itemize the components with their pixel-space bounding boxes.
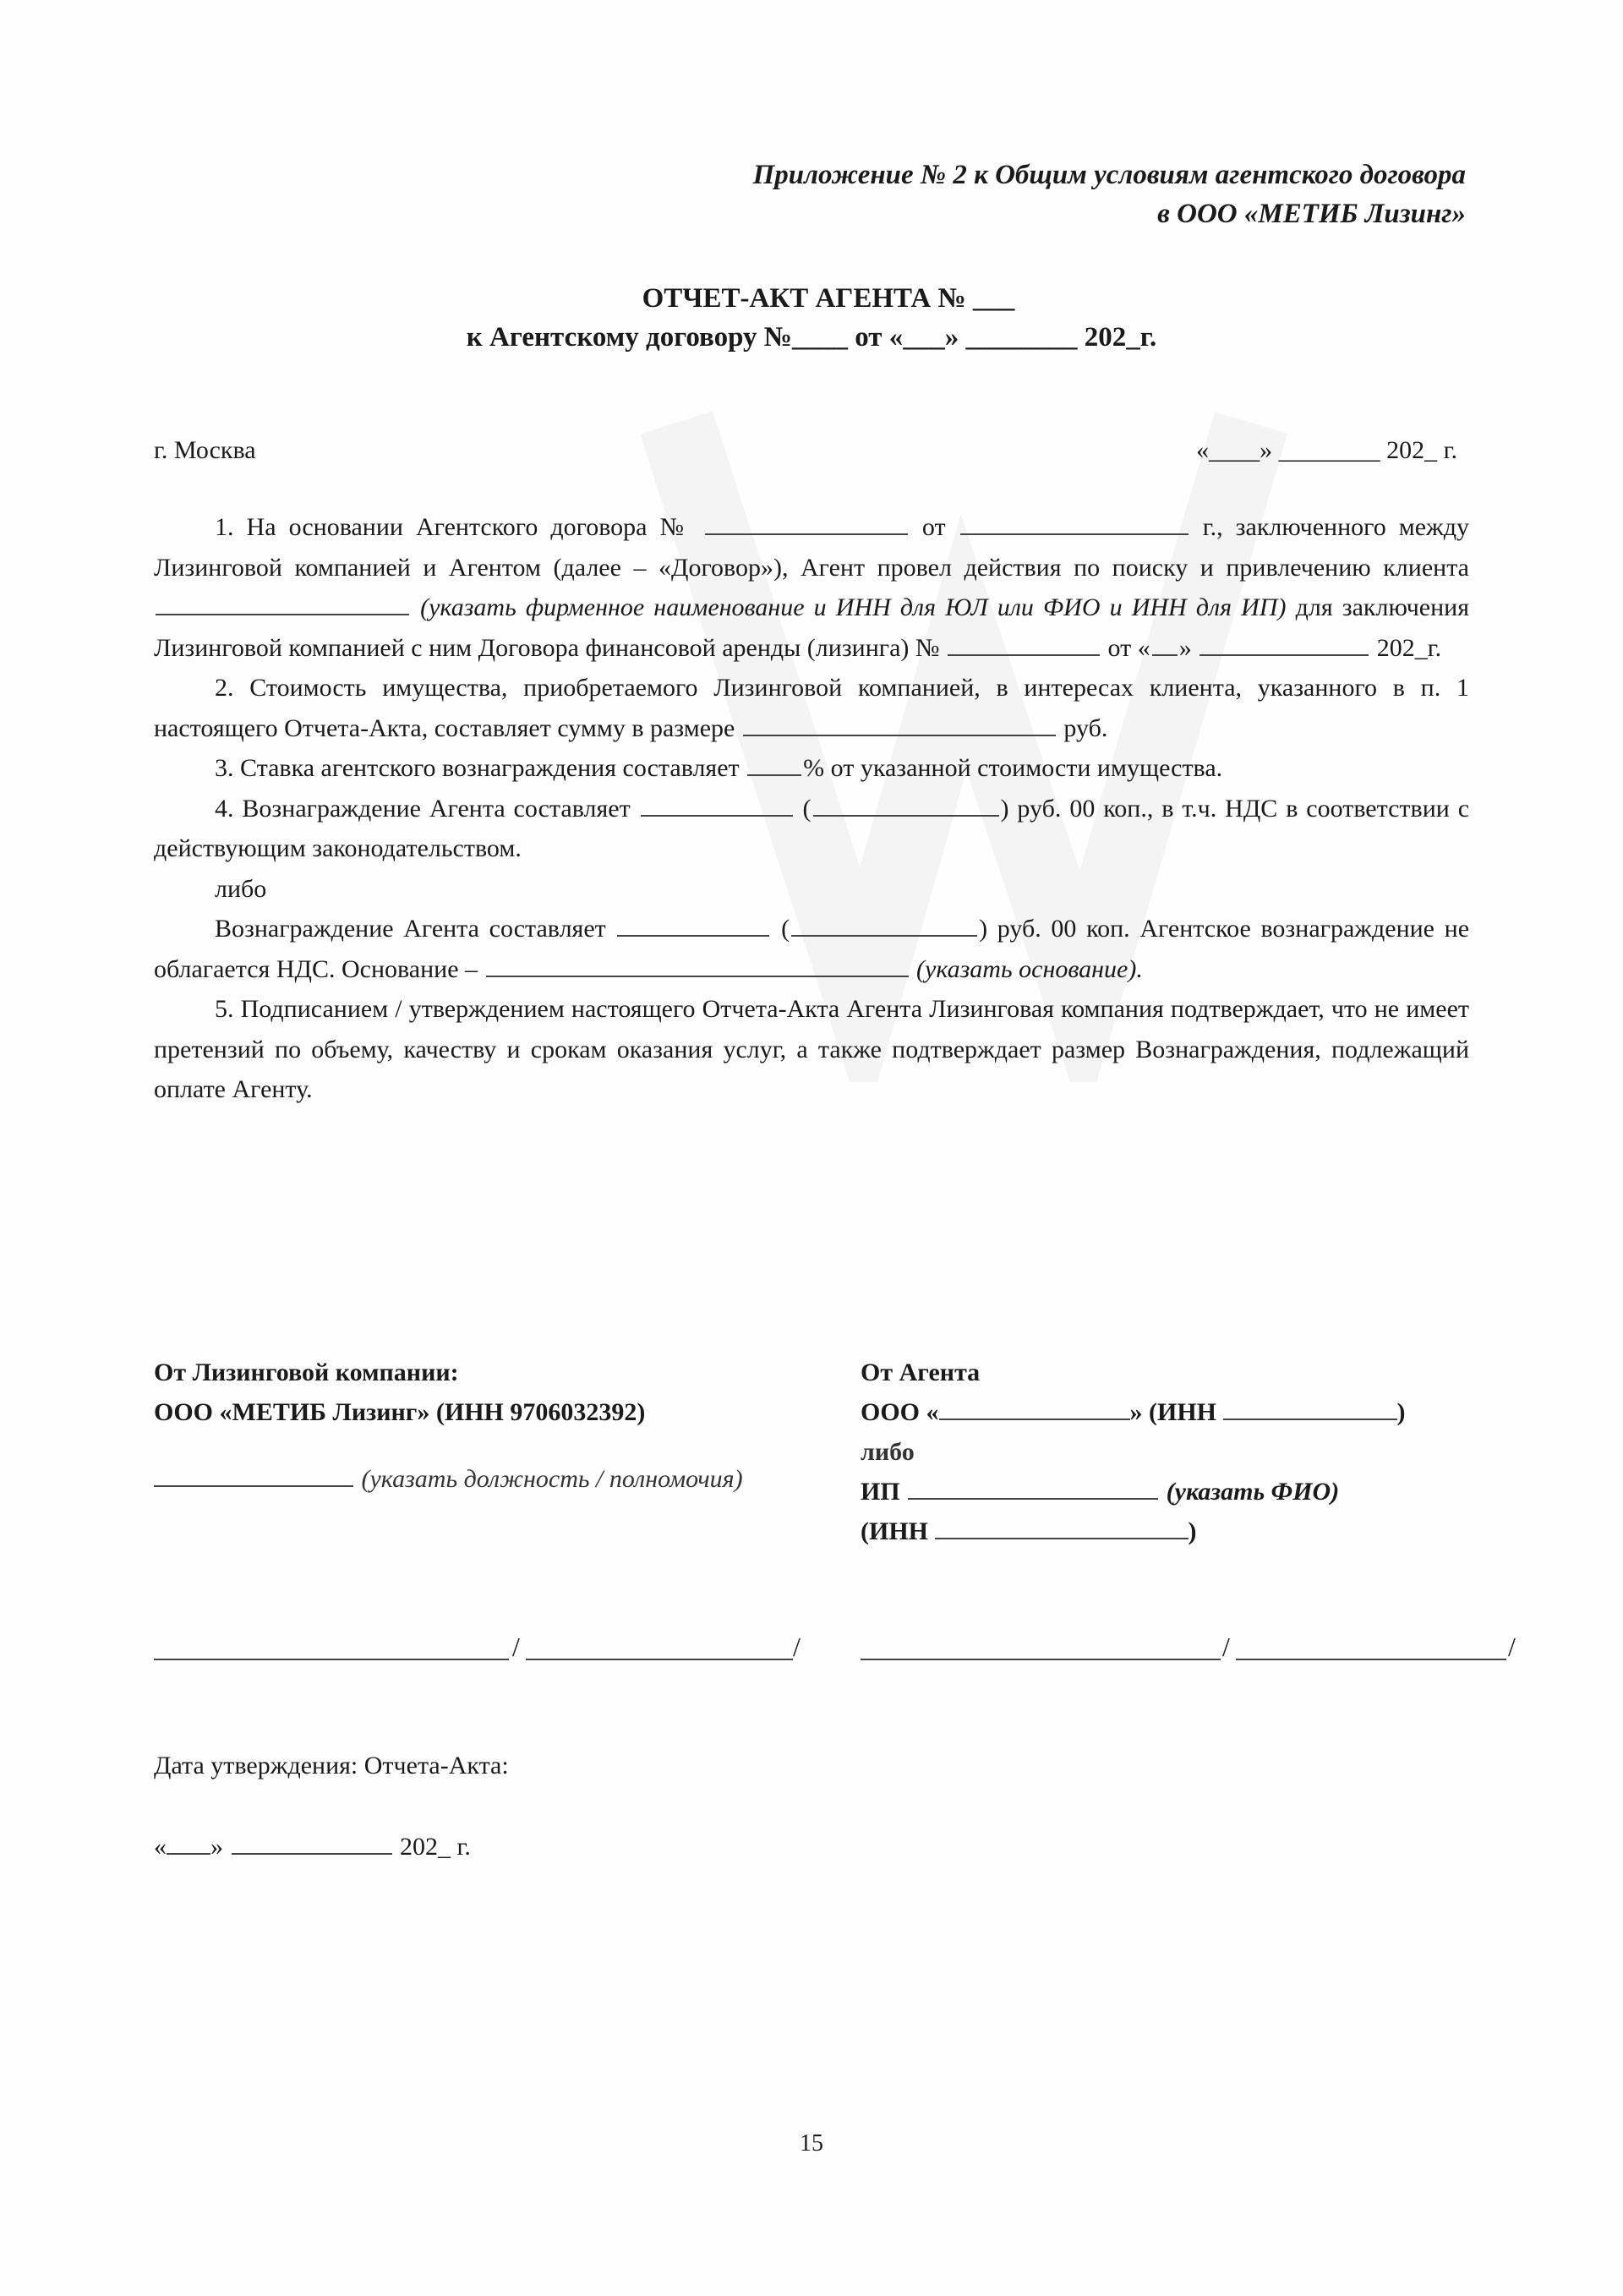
p1-text-g: »	[1178, 633, 1192, 662]
agent-inn-field[interactable]	[935, 1537, 1189, 1539]
approval-day-field[interactable]	[167, 1852, 210, 1855]
p4alt-text-a: Вознаграждение Агента составляет	[215, 915, 606, 943]
reward-amount-words-field[interactable]	[813, 814, 999, 817]
approval-year: 202_ г.	[400, 1833, 471, 1861]
p1-text-a: 1. На основании Агентского договора №	[215, 513, 691, 541]
reward-alt-amount-words-field[interactable]	[791, 934, 977, 937]
lessor-position-hint: (указать должность / полномочия)	[361, 1465, 743, 1493]
agent-slash-2: /	[1508, 1632, 1516, 1662]
agent-signature-block	[861, 1353, 1537, 1551]
reward-amount-field[interactable]	[641, 814, 793, 817]
p2-text-a: 2. Стоимость имущества, приобретаемого Лизинговой компанией, в интересах клиента, указанного в п. 1 настоящего Отчета-Акта, составляет сумму в размере	[154, 674, 1469, 742]
agent-signature-field[interactable]	[861, 1659, 1221, 1660]
commission-rate-field[interactable]	[747, 774, 801, 776]
p4alt-text-b: (	[781, 915, 790, 943]
agent-inn-prefix: (ИНН	[861, 1517, 928, 1545]
agent-ip-hint: (указать ФИО)	[1166, 1478, 1340, 1506]
paragraph-3	[154, 748, 1469, 789]
p4-text-a: 4. Вознаграждение Агента составляет	[215, 794, 631, 823]
document-title	[0, 279, 1623, 357]
p4alt-basis-hint: (указать основание).	[916, 954, 1143, 983]
client-field[interactable]	[156, 613, 409, 615]
leasing-contract-day-field[interactable]	[1152, 653, 1178, 656]
p1-text-c: г., заключенного между Лизинговой компанией и Агентом (далее – «Договор»), Агент провел действия по поиску и привлечению клиента	[154, 513, 1470, 582]
agent-inn-suffix: )	[1188, 1517, 1197, 1545]
lessor-signature-block	[154, 1353, 830, 1499]
appendix-line-1: Приложение № 2 к Общим условиям агентского договора	[752, 160, 1466, 190]
p3-text-b: % от указанной стоимости имущества.	[803, 754, 1223, 782]
agent-llc-inn-label: » (ИНН	[1129, 1398, 1217, 1426]
appendix-header	[753, 156, 1466, 233]
agent-contract-date-field[interactable]	[960, 533, 1189, 535]
p4alt-text-c: ) руб. 00 коп. Агентское вознаграждение не облагается НДС. Основание –	[154, 915, 1470, 983]
appendix-line-2: в ООО «МЕТИБ Лизинг»	[1157, 199, 1466, 229]
title-line-2: к Агентскому договору №____ от «___» ________ 202_г.	[466, 322, 1157, 353]
paragraph-4	[154, 789, 1469, 869]
p4-text-b: (	[802, 794, 812, 823]
lessor-company: ООО «МЕТИБ Лизинг» (ИНН 9706032392)	[154, 1398, 646, 1426]
leasing-contract-month-field[interactable]	[1199, 653, 1369, 656]
agent-heading: От Агента	[861, 1358, 981, 1386]
p2-text-b: руб.	[1063, 713, 1108, 742]
lessor-slash-1: /	[512, 1632, 520, 1662]
agent-llc-suffix: )	[1396, 1398, 1406, 1426]
leasing-contract-number-field[interactable]	[948, 653, 1100, 656]
vat-exemption-basis-field[interactable]	[486, 975, 909, 977]
p1-text-e: для заключения Лизинговой компанией с ним Договора финансовой аренды (лизинга) №	[154, 593, 1470, 662]
p1-text-f: от «	[1107, 633, 1150, 662]
signature-lines	[0, 1632, 1623, 1665]
reward-alt-amount-field[interactable]	[617, 934, 769, 937]
p1-text-b: от	[921, 513, 946, 541]
lessor-signature-field[interactable]	[154, 1659, 509, 1660]
lessor-name-field[interactable]	[526, 1659, 793, 1660]
agent-slash-1: /	[1222, 1632, 1230, 1662]
paragraph-1	[154, 507, 1469, 668]
title-line-1: ОТЧЕТ-АКТ АГЕНТА № ___	[642, 283, 1015, 314]
document-body	[154, 507, 1469, 1110]
paragraph-4-alt	[154, 909, 1469, 989]
document-date: «____» ________ 202_ г.	[1196, 436, 1457, 464]
agent-name-field[interactable]	[1236, 1659, 1506, 1660]
paragraph-5: 5. Подписанием / утверждением настоящего Отчета-Акта Агента Лизинговая компания подтверждает, что не имеет претензий по объему, качеству и срокам оказания услуг, а также подтверждает размер Вознаграждения, подлежащий оплате Агенту.	[154, 995, 1469, 1103]
agent-ip-prefix: ИП	[861, 1478, 900, 1506]
page-number: 15	[800, 2130, 823, 2157]
property-cost-field[interactable]	[743, 734, 1056, 736]
p3-text-a: 3. Ставка агентского вознаграждения составляет	[215, 754, 740, 782]
approval-month-field[interactable]	[232, 1852, 392, 1855]
city-label: г. Москва	[154, 436, 256, 464]
lessor-slash-2: /	[793, 1632, 801, 1662]
agent-or-label: либо	[861, 1438, 915, 1466]
approval-quote-close: »	[210, 1833, 223, 1861]
approval-date-row	[154, 1833, 471, 1861]
agent-contract-number-field[interactable]	[705, 533, 908, 535]
p1-client-hint: (указать фирменное наименование и ИНН для ЮЛ или ФИО и ИНН для ИП)	[420, 593, 1287, 621]
approval-quote-open: «	[154, 1833, 167, 1861]
agent-inn-row	[861, 1512, 1537, 1551]
agent-ip-row	[861, 1472, 1537, 1512]
lessor-position-row	[154, 1459, 830, 1499]
agent-llc-prefix: ООО «	[861, 1398, 939, 1426]
or-label: либо	[215, 874, 267, 903]
agent-llc-row	[861, 1392, 1537, 1432]
lessor-position-field[interactable]	[154, 1484, 353, 1487]
p4-text-c: ) руб. 00 коп., в т.ч. НДС в соответствии с действующим законодательством.	[154, 794, 1470, 862]
agent-llc-name-field[interactable]	[939, 1418, 1130, 1420]
p1-text-h: 202_г.	[1376, 633, 1442, 662]
agent-ip-name-field[interactable]	[908, 1497, 1158, 1500]
paragraph-2	[154, 668, 1469, 748]
agent-llc-inn-field[interactable]	[1223, 1418, 1397, 1420]
lessor-heading: От Лизинговой компании:	[154, 1358, 459, 1386]
approval-date-label: Дата утверждения: Отчета-Акта:	[154, 1752, 509, 1779]
